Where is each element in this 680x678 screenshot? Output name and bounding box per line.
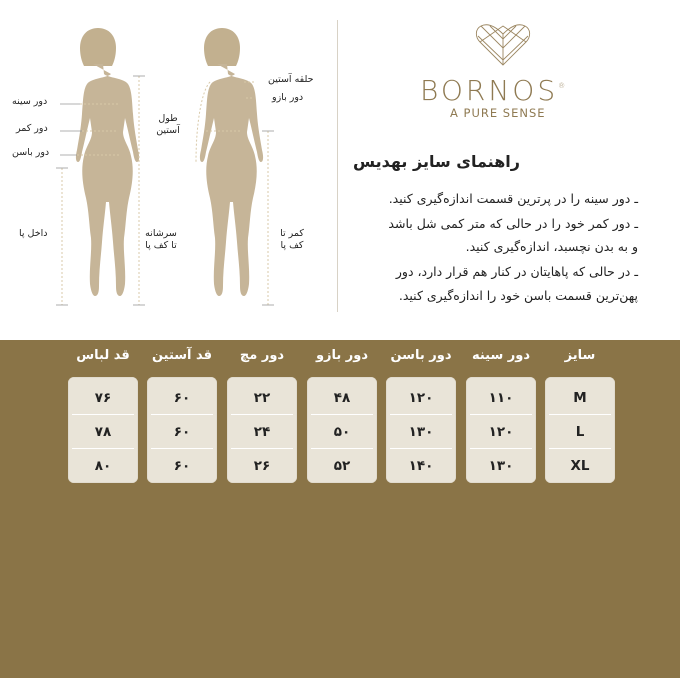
- cell: L: [575, 424, 585, 440]
- size-card: [227, 377, 297, 483]
- cell: XL: [570, 458, 590, 474]
- column-header: قد آستین: [151, 348, 213, 363]
- label-sleeve-length-1: طول: [158, 113, 178, 124]
- column-header: دور باسن: [390, 348, 452, 363]
- guide-line: ـ در حالی که پاهایتان در کنار هم قرار دارد، دور: [395, 264, 638, 279]
- cell: ۱۴۰: [408, 458, 434, 474]
- label-hip: دور باسن: [12, 147, 50, 158]
- size-card: [466, 377, 536, 483]
- column-header: قد لباس: [76, 348, 130, 363]
- guide-line: پهن‌ترین قسمت باسن خود را اندازه‌گیری کنید.: [398, 288, 638, 303]
- label-inseam: داخل پا: [19, 228, 48, 239]
- cell: ۲۶: [253, 458, 271, 474]
- cell: ۱۲۰: [408, 390, 434, 406]
- guide-line: و به بدن نچسبد، اندازه‌گیری کنید.: [465, 239, 638, 254]
- cell: ۲۲: [253, 390, 271, 406]
- size-card: [147, 377, 217, 483]
- guide-line: ـ دور کمر خود را در حالی که متر کمی شل باشد: [388, 216, 638, 231]
- cell: ۴۸: [333, 390, 351, 406]
- guide-line: ـ دور سینه را در پرترین قسمت اندازه‌گیری کنید.: [388, 191, 638, 206]
- body-measurement-figures: [0, 0, 337, 320]
- label-sleeve-length-2: آستین: [156, 125, 180, 136]
- cell: ۵۰: [333, 424, 351, 440]
- label-bicep: دور بازو: [272, 92, 304, 103]
- cell: ۲۴: [253, 424, 271, 440]
- cell: ۶۰: [173, 458, 191, 474]
- size-card: [68, 377, 138, 483]
- cell: ۱۳۰: [488, 458, 514, 474]
- column-header: دور مچ: [239, 348, 285, 363]
- cell: ۷۶: [94, 390, 112, 406]
- column-header: سایز: [564, 348, 596, 363]
- brand-name: BORNOS®: [420, 74, 566, 107]
- cell: ۶۰: [173, 390, 191, 406]
- column-header: دور سینه: [471, 348, 531, 363]
- heart-logo-icon: [474, 22, 532, 68]
- label-chest: دور سینه: [12, 96, 48, 107]
- label-waist-to-heel-1: کمر تا: [280, 228, 304, 239]
- label-shoulder-to-heel-2: تا کف پا: [145, 240, 177, 251]
- cell: ۷۸: [94, 424, 112, 440]
- label-waist-to-heel-2: کف پا: [280, 240, 304, 251]
- cell: M: [573, 390, 587, 406]
- cell: ۵۲: [333, 458, 351, 474]
- label-waist: دور کمر: [16, 123, 48, 134]
- cell: ۸۰: [94, 458, 112, 474]
- label-shoulder-to-heel-1: سرشانه: [145, 228, 177, 239]
- cell: ۶۰: [173, 424, 191, 440]
- vertical-divider: [337, 20, 338, 312]
- guide-title: راهنمای سایز بهدیس: [353, 152, 520, 171]
- brand-tagline: A PURE SENSE: [450, 106, 546, 120]
- column-header: دور بازو: [315, 348, 369, 363]
- cell: ۱۲۰: [488, 424, 514, 440]
- size-card: [307, 377, 377, 483]
- size-card: [386, 377, 456, 483]
- cell: ۱۱۰: [488, 390, 514, 406]
- size-card: [545, 377, 615, 483]
- label-armhole: حلقه آستین: [268, 74, 314, 85]
- cell: ۱۳۰: [408, 424, 434, 440]
